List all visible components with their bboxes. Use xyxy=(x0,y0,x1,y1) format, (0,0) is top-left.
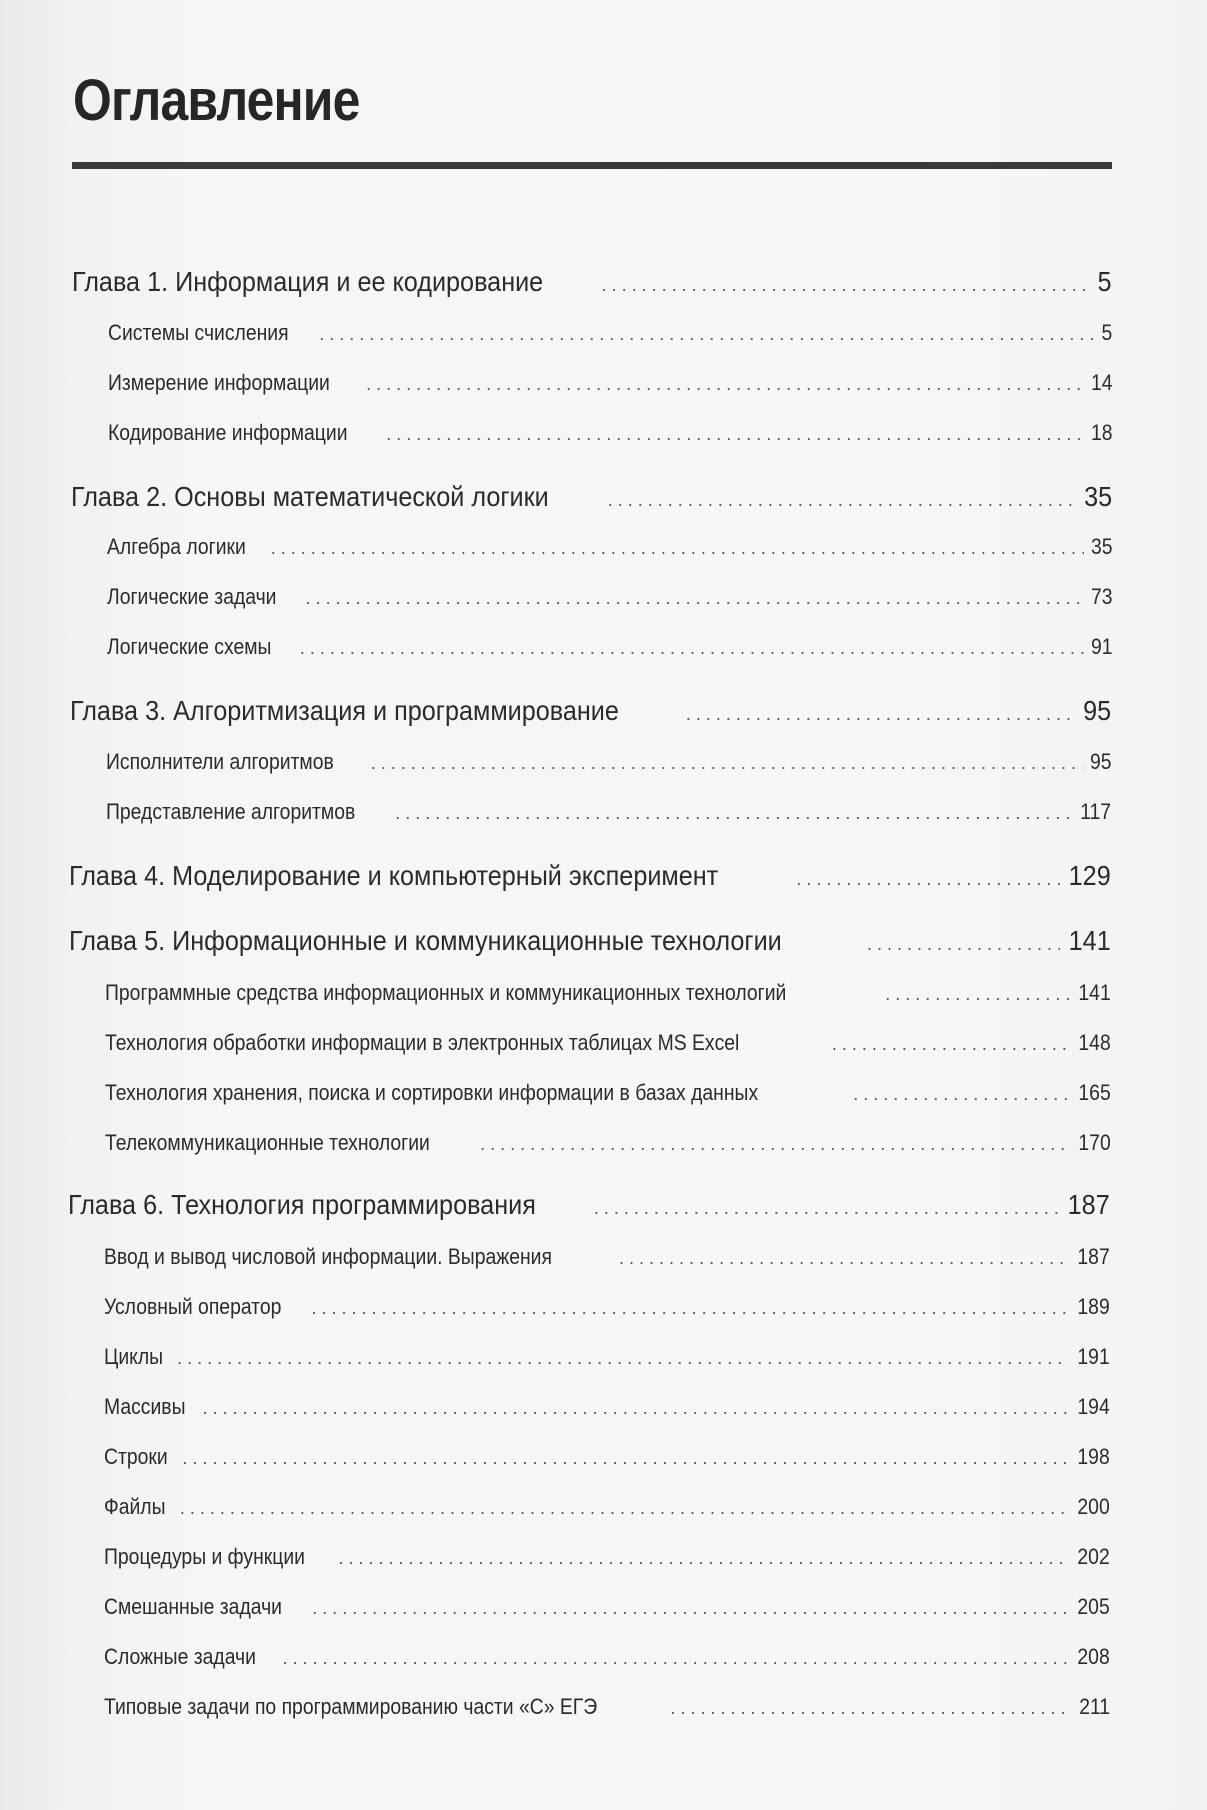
dot-leader xyxy=(177,1344,1069,1370)
toc-page-number: 5 xyxy=(1101,320,1112,345)
toc-page-number: 187 xyxy=(1067,1189,1110,1220)
toc-page-number: 35 xyxy=(1083,481,1112,512)
toc-page-number: 35 xyxy=(1090,534,1112,559)
toc-page-number: 73 xyxy=(1090,584,1112,609)
toc-section xyxy=(104,1344,1110,1370)
dot-leader xyxy=(319,320,1096,346)
dot-leader xyxy=(386,420,1083,446)
toc-entry-label: Массивы xyxy=(104,1394,186,1419)
toc-page-number: 95 xyxy=(1089,749,1111,774)
toc-chapter-3 xyxy=(70,695,1111,727)
toc-page-number: 189 xyxy=(1077,1294,1110,1319)
dot-leader xyxy=(796,860,1060,892)
toc-page-number: 205 xyxy=(1077,1594,1110,1619)
toc-page-number: 141 xyxy=(1078,980,1111,1005)
toc-section xyxy=(107,534,1112,560)
toc-section xyxy=(104,1594,1110,1620)
dot-leader xyxy=(608,481,1077,513)
toc-page-number: 187 xyxy=(1077,1244,1110,1269)
toc-page-number: 211 xyxy=(1079,1694,1110,1719)
dot-leader xyxy=(203,1394,1070,1420)
toc-page-number: 18 xyxy=(1090,420,1112,445)
dot-leader xyxy=(271,534,1084,560)
toc-entry-label: Смешанные задачи xyxy=(104,1594,282,1619)
toc-section xyxy=(105,1130,1111,1156)
toc-page-number: 208 xyxy=(1077,1644,1110,1669)
toc-entry-label: Системы счисления xyxy=(108,320,289,345)
toc-entry-label: Глава 4. Моделирование и компьютерный эксперимент xyxy=(69,860,719,891)
dot-leader xyxy=(832,1030,1070,1056)
toc-section xyxy=(105,980,1111,1006)
page-title: Оглавление xyxy=(73,68,360,133)
dot-leader xyxy=(885,980,1070,1006)
toc-entry-label: Глава 6. Технология программирования xyxy=(68,1189,536,1220)
toc-entry-label: Строки xyxy=(104,1444,168,1469)
dot-leader xyxy=(594,1189,1059,1221)
toc-entry-label: Типовые задачи по программированию части «С» ЕГЭ xyxy=(104,1694,598,1719)
dot-leader xyxy=(670,1694,1070,1720)
toc-section xyxy=(104,1394,1110,1420)
toc-page-number: 117 xyxy=(1080,799,1111,824)
toc-chapter-6 xyxy=(68,1189,1110,1221)
dot-leader xyxy=(371,749,1083,775)
toc-entry-label: Сложные задачи xyxy=(104,1644,256,1669)
toc-entry-label: Алгебра логики xyxy=(107,534,246,559)
toc-entry-label: Логические задачи xyxy=(107,584,277,609)
dot-leader xyxy=(867,925,1060,957)
toc-page-number: 141 xyxy=(1068,925,1111,956)
toc-page-number: 14 xyxy=(1090,370,1112,395)
toc-page-number: 194 xyxy=(1077,1394,1110,1419)
toc-entry-label: Программные средства информационных и коммуникационных технологий xyxy=(105,980,787,1005)
toc-section xyxy=(106,749,1111,775)
toc-page-number: 95 xyxy=(1082,695,1111,726)
toc-entry-label: Технология обработки информации в электронных таблицах MS Excel xyxy=(105,1030,740,1055)
toc-section xyxy=(106,799,1111,825)
toc-section xyxy=(107,584,1112,610)
toc-section xyxy=(104,1644,1110,1670)
toc-entry-label: Глава 5. Информационные и коммуникационные технологии xyxy=(69,925,782,956)
toc-chapter-4 xyxy=(69,860,1111,892)
dot-leader xyxy=(306,584,1084,610)
dot-leader xyxy=(366,370,1083,396)
toc-entry-label: Глава 3. Алгоритмизация и программирование xyxy=(70,695,619,726)
toc-page-number: 200 xyxy=(1077,1494,1110,1519)
toc-entry-label: Кодирование информации xyxy=(108,420,348,445)
toc-section xyxy=(105,1080,1111,1106)
toc-section xyxy=(105,1030,1111,1056)
dot-leader xyxy=(300,634,1084,660)
toc-chapter-2 xyxy=(71,481,1112,513)
toc-page-number: 191 xyxy=(1077,1344,1110,1369)
toc-section xyxy=(108,370,1112,396)
toc-entry-label: Представление алгоритмов xyxy=(106,799,356,824)
toc-entry-label: Ввод и вывод числовой информации. Выражения xyxy=(104,1244,552,1269)
dot-leader xyxy=(602,266,1093,298)
dot-leader xyxy=(619,1244,1069,1270)
toc-page-number: 91 xyxy=(1090,634,1112,659)
toc-section xyxy=(104,1494,1110,1520)
toc-page-number: 198 xyxy=(1077,1444,1110,1469)
toc-section xyxy=(107,634,1112,660)
toc-chapter-5 xyxy=(69,925,1111,957)
dot-leader xyxy=(338,1544,1069,1570)
toc-page-number: 5 xyxy=(1097,266,1112,297)
toc-section xyxy=(104,1294,1110,1320)
toc-entry-label: Файлы xyxy=(104,1494,166,1519)
toc-section xyxy=(104,1544,1110,1570)
toc-chapter-1 xyxy=(72,266,1112,298)
toc-entry-label: Процедуры и функции xyxy=(104,1544,305,1569)
toc-section xyxy=(104,1694,1110,1720)
toc-section xyxy=(104,1444,1110,1470)
dot-leader xyxy=(312,1294,1070,1320)
toc-entry-label: Измерение информации xyxy=(108,370,330,395)
dot-leader xyxy=(182,1444,1069,1470)
dot-leader xyxy=(312,1594,1069,1620)
toc-entry-label: Исполнители алгоритмов xyxy=(106,749,334,774)
toc-entry-label: Глава 2. Основы математической логики xyxy=(71,481,549,512)
toc-page-number: 202 xyxy=(1077,1544,1110,1569)
dot-leader xyxy=(480,1130,1070,1156)
toc-section xyxy=(108,420,1112,446)
toc-page-number: 165 xyxy=(1078,1080,1111,1105)
toc-entry-label: Условный оператор xyxy=(104,1294,282,1319)
toc-page-number: 170 xyxy=(1078,1130,1111,1155)
toc-page-number: 148 xyxy=(1078,1030,1111,1055)
toc-entry-label: Глава 1. Информация и ее кодирование xyxy=(72,266,544,297)
dot-leader xyxy=(853,1080,1070,1106)
dot-leader xyxy=(283,1644,1070,1670)
toc-entry-label: Циклы xyxy=(104,1344,164,1369)
toc-page-number: 129 xyxy=(1068,860,1111,891)
dot-leader xyxy=(395,799,1072,825)
toc-entry-label: Логические схемы xyxy=(107,634,272,659)
dot-leader xyxy=(686,695,1076,727)
toc-entry-label: Технология хранения, поиска и сортировки информации в базах данных xyxy=(105,1080,759,1105)
toc-section xyxy=(108,320,1112,346)
toc-entry-label: Телекоммуникационные технологии xyxy=(105,1130,430,1155)
toc-section xyxy=(104,1244,1110,1270)
dot-leader xyxy=(180,1494,1069,1520)
